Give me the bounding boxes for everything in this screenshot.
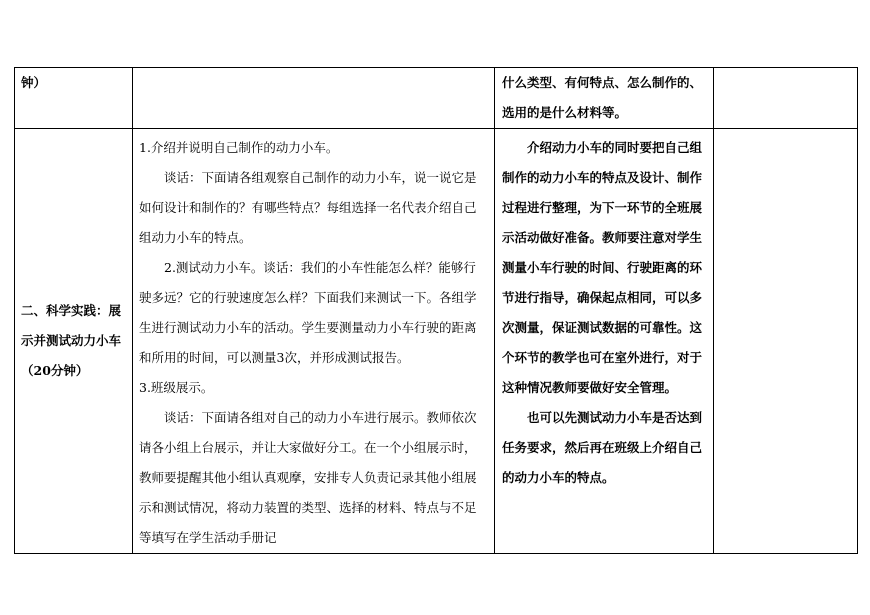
table-row <box>15 68 858 129</box>
lesson-paragraph: 谈话：下面请各组观察自己制作的动力小车，说一说它是如何设计和制作的？有哪些特点？每组选择一名代表介绍自己组动力小车的特点。 <box>139 170 477 245</box>
lesson-paragraph: 谈话：下面请各组对自己的动力小车进行展示。教师依次请各小组上台展示，并让大家做好分工。在一个小组展示时，教师要提醒其他小组认真观摩，安排专人负责记录其他小组展示和测试情况，将动力装置的类型、选择的材料、特点与不足等填写在学生活动手册记 <box>139 410 477 545</box>
stage-text: 二、科学实践：展示并测试动力小车（20分钟） <box>21 303 122 378</box>
stage-cell <box>15 129 133 554</box>
extra-cell <box>714 129 858 554</box>
stage-cell <box>15 68 133 129</box>
lesson-plan-table <box>14 67 858 554</box>
note-paragraph: 介绍动力小车的同时要把自己组制作的动力小车的特点及设计、制作过程进行整理，为下一环节的全班展示活动做好准备。教师要注意对学生测量小车行驶的时间、行驶距离的环节进行指导，确保起点相同，可以多次测量，保证测试数据的可靠性。这个环节的教学也可在室外进行，对于这种情况教师要做好安全管理。 <box>502 140 703 395</box>
note-paragraph: 也可以先测试动力小车是否达到任务要求，然后再在班级上介绍自己的动力小车的特点。 <box>502 410 703 485</box>
extra-cell <box>714 68 858 129</box>
lesson-cell <box>133 68 495 129</box>
note-cell <box>495 129 714 554</box>
lesson-cell <box>133 129 495 554</box>
note-text: 什么类型、有何特点、怎么制作的、选用的是什么材料等。 <box>502 75 703 120</box>
table-row <box>15 129 858 554</box>
stage-text: 钟） <box>21 75 47 90</box>
note-cell <box>495 68 714 129</box>
lesson-paragraph: 3.班级展示。 <box>139 380 214 395</box>
lesson-paragraph: 2.测试动力小车。谈话：我们的小车性能怎么样？能够行驶多远？它的行驶速度怎么样？下面我们来测试一下。各组学生进行测试动力小车的活动。学生要测量动力小车行驶的距离和所用的时间，可以测量3次，并形成测试报告。 <box>139 260 477 365</box>
lesson-paragraph: 1.介绍并说明自己制作的动力小车。 <box>139 140 339 155</box>
